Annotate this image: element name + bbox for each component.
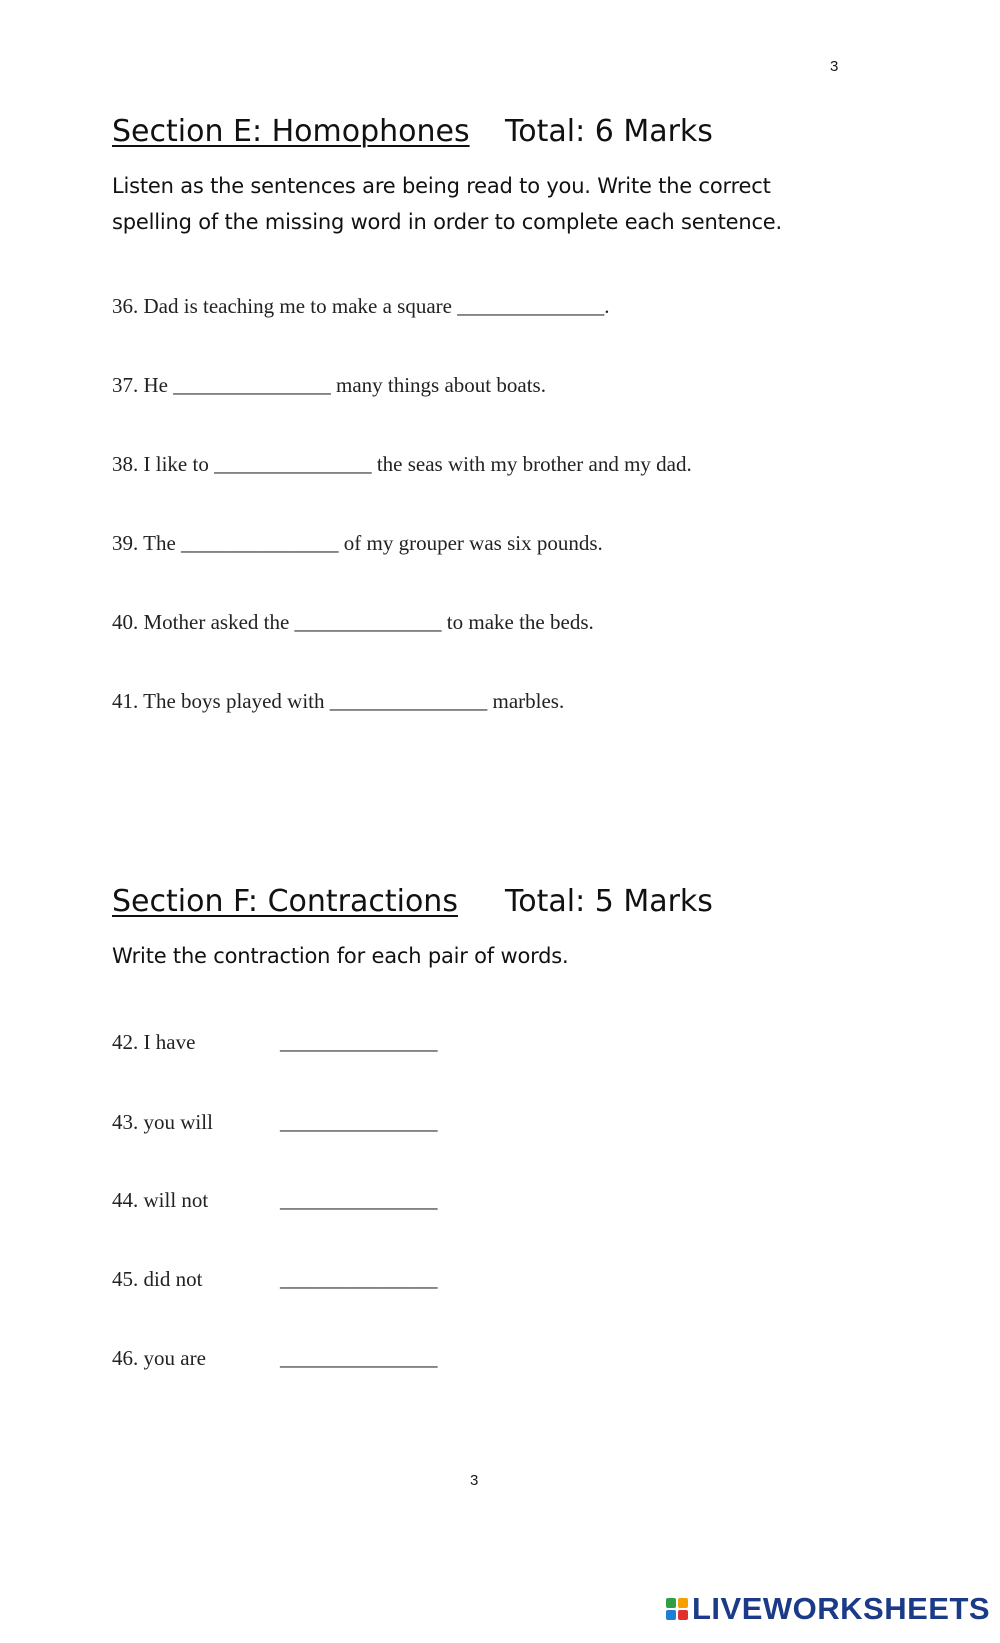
question-43: 43. you will — [112, 1110, 213, 1134]
page-number-bottom: 3 — [470, 1472, 479, 1489]
section-e-total: Total: 6 Marks — [505, 114, 713, 149]
question-40[interactable]: 40. Mother asked the ______________ to make the beds. — [112, 610, 594, 634]
question-38[interactable]: 38. I like to _______________ the seas with my brother and my dad. — [112, 452, 692, 476]
question-39[interactable]: 39. The _______________ of my grouper was six pounds. — [112, 531, 603, 555]
answer-blank-42[interactable]: _______________ — [280, 1030, 438, 1054]
liveworksheets-logo-text: LIVEWORKSHEETS — [692, 1591, 991, 1626]
section-e-instructions-line-1: Listen as the sentences are being read to you. Write the correct — [112, 174, 771, 198]
answer-blank-46[interactable]: _______________ — [280, 1346, 438, 1370]
liveworksheets-logo-icon — [666, 1598, 688, 1620]
logo-square-3 — [666, 1610, 676, 1620]
section-e-title: Section E: Homophones — [112, 114, 470, 149]
answer-blank-43[interactable]: _______________ — [280, 1110, 438, 1134]
liveworksheets-logo[interactable] — [666, 1591, 990, 1627]
question-42: 42. I have — [112, 1030, 196, 1054]
logo-square-2 — [678, 1598, 688, 1608]
section-f-title: Section F: Contractions — [112, 884, 458, 919]
section-e-instructions — [112, 168, 782, 240]
question-36[interactable]: 36. Dad is teaching me to make a square ______________. — [112, 294, 610, 318]
answer-blank-45[interactable]: _______________ — [280, 1267, 438, 1291]
question-37[interactable]: 37. He _______________ many things about boats. — [112, 373, 546, 397]
question-45: 45. did not — [112, 1267, 203, 1291]
logo-square-1 — [666, 1598, 676, 1608]
question-46: 46. you are — [112, 1346, 206, 1370]
section-f-total: Total: 5 Marks — [505, 884, 713, 919]
section-e-instructions-line-2: spelling of the missing word in order to complete each sentence. — [112, 210, 782, 234]
logo-square-4 — [678, 1610, 688, 1620]
page-number-top: 3 — [830, 58, 839, 75]
answer-blank-44[interactable]: _______________ — [280, 1188, 438, 1212]
section-f-instructions: Write the contraction for each pair of words. — [112, 944, 569, 968]
question-44: 44. will not — [112, 1188, 209, 1212]
question-41[interactable]: 41. The boys played with _______________ marbles. — [112, 689, 565, 713]
